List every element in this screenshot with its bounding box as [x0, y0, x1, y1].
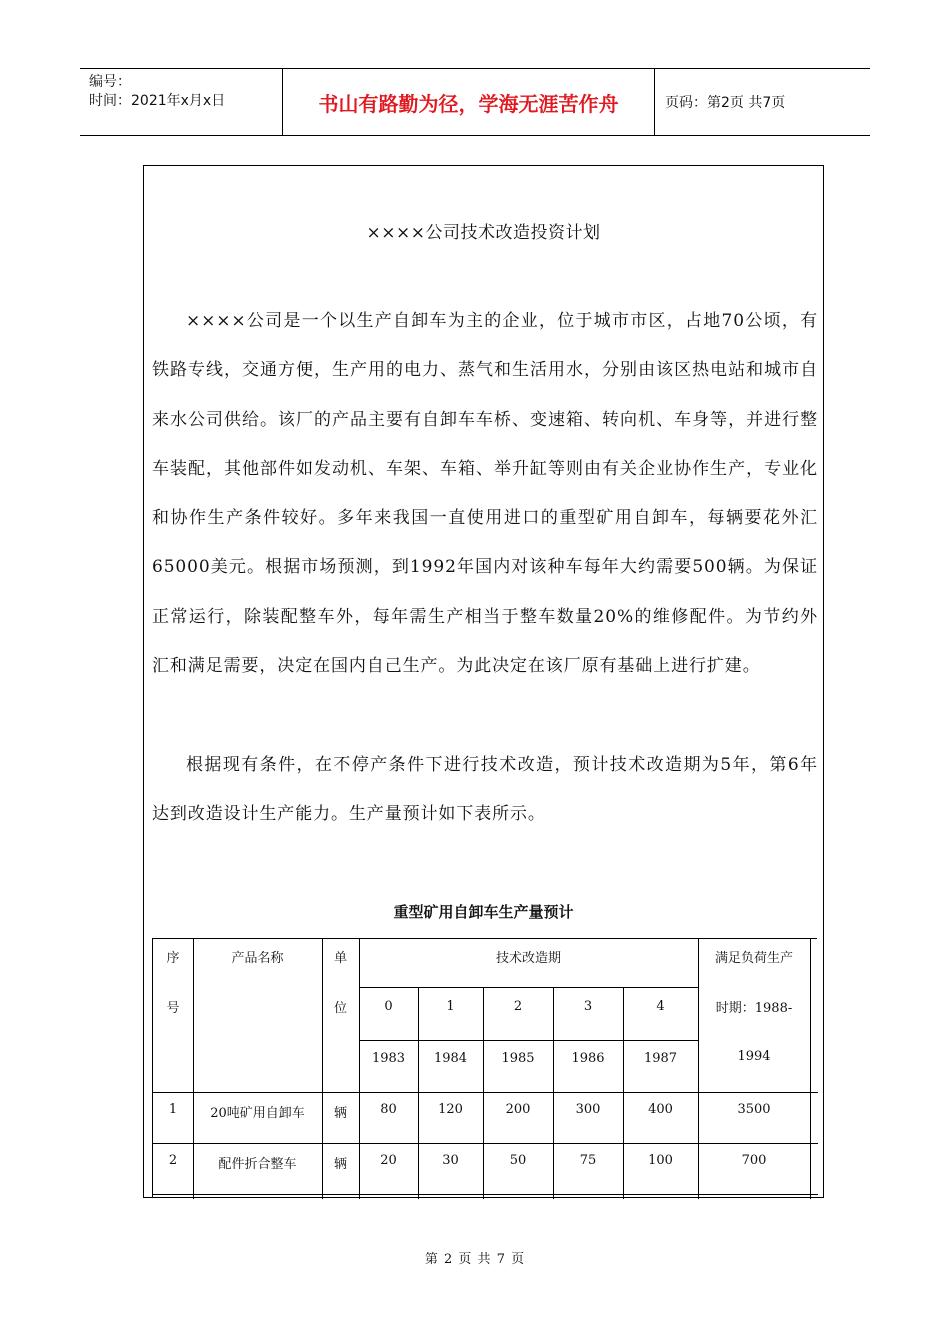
header-unit: 位	[333, 1001, 347, 1016]
header-year: 1987	[643, 1051, 678, 1066]
table-cell-value: 75	[579, 1153, 597, 1168]
table-cell-value: 200	[505, 1102, 531, 1117]
production-table	[152, 938, 817, 1198]
header-product: 产品名称	[231, 951, 284, 966]
table-cell-seq: 1	[168, 1102, 178, 1117]
table-cell-seq: 2	[168, 1153, 178, 1168]
header-phase: 0	[384, 999, 393, 1014]
header-year: 1984	[433, 1051, 468, 1066]
table-caption: 重型矿用自卸车生产量预计	[393, 903, 574, 921]
table-cell-value: 300	[575, 1102, 601, 1117]
table-cell-value: 80	[380, 1102, 397, 1117]
table-cell-value: 100	[648, 1153, 673, 1168]
header-phase: 3	[583, 999, 593, 1014]
document-title: ××××公司技术改造投资计划	[366, 223, 601, 243]
table-rule	[153, 1092, 818, 1093]
header-meta	[80, 69, 282, 135]
page-header	[80, 68, 870, 136]
table-cell-value: 120	[438, 1102, 463, 1117]
header-phase: 1	[446, 999, 455, 1014]
paragraph: 根据现有条件，在不停产条件下进行技术改造，预计技术改造期为5年，第6年达到改造设计生产能力。生产量预计如下表所示。	[152, 755, 818, 825]
number-label: 编号：	[89, 74, 131, 90]
table-cell-unit: 辆	[333, 1157, 347, 1172]
table-cell-value: 400	[648, 1102, 673, 1117]
date-label: 时间：2021年x月x日	[89, 93, 226, 109]
table-cell-value: 20	[380, 1153, 397, 1168]
header-phase: 4	[656, 999, 665, 1014]
header-motto: 书山有路勤为径，学海无涯苦作舟	[318, 91, 619, 116]
table-cell-value: 50	[509, 1153, 527, 1168]
page-footer: 第 2 页 共 7 页	[424, 1252, 526, 1267]
table-rule	[359, 1040, 698, 1041]
header-full-load: 满足负荷生产	[714, 951, 793, 966]
header-year: 1986	[571, 1051, 605, 1066]
header-divider	[654, 69, 655, 135]
header-unit: 单	[333, 951, 347, 966]
table-cell-name: 配件折合整车	[218, 1157, 297, 1172]
table-cell-value: 30	[442, 1153, 459, 1168]
header-period: 技术改造期	[495, 951, 561, 966]
table-cell-name: 20吨矿用自卸车	[210, 1106, 305, 1121]
header-full-load: 1994	[737, 1049, 771, 1064]
header-phase: 2	[513, 999, 523, 1014]
paragraph: ××××公司是一个以生产自卸车为主的企业，位于城市市区，占地70公顷，有铁路专线，交通方便，生产用的电力、蒸气和生活用水，分别由该区热电站和城市自来水公司供给。该厂的产品主要有自卸车车桥、变速箱、转向机、车身等，并进行整车装配，其他部件如发动机、车架、车箱、举升缸等则由有关企业协作生产，专业化和协作生产条件较好。多年来我国一直使用进口的重型矿用自卸车，每辆要花外汇65000美元。根据市场预测，到1992年国内对该种车每年大约需要500辆。为保证正常运行，除装配整车外，每年需生产相当于整车数量20%的维修配件。为节约外汇和满足需要，决定在国内自己生产。为此决定在该厂原有基础上进行扩建。	[152, 311, 818, 677]
table-rule	[153, 1143, 818, 1144]
header-seq: 序	[166, 951, 180, 966]
header-full-load: 时期：1988-	[715, 1001, 793, 1016]
header-year: 1985	[501, 1051, 535, 1066]
table-rule	[359, 987, 698, 988]
table-cell-full: 3500	[737, 1102, 771, 1117]
table-rule	[810, 939, 811, 1199]
header-year: 1983	[371, 1051, 406, 1066]
header-page-info: 页码：第2页 共7页	[665, 95, 786, 111]
document-frame	[143, 165, 824, 1198]
table-cell-full: 700	[741, 1153, 767, 1168]
table-rule	[153, 1194, 818, 1195]
table-cell-unit: 辆	[333, 1106, 347, 1121]
header-seq: 号	[166, 1001, 180, 1016]
